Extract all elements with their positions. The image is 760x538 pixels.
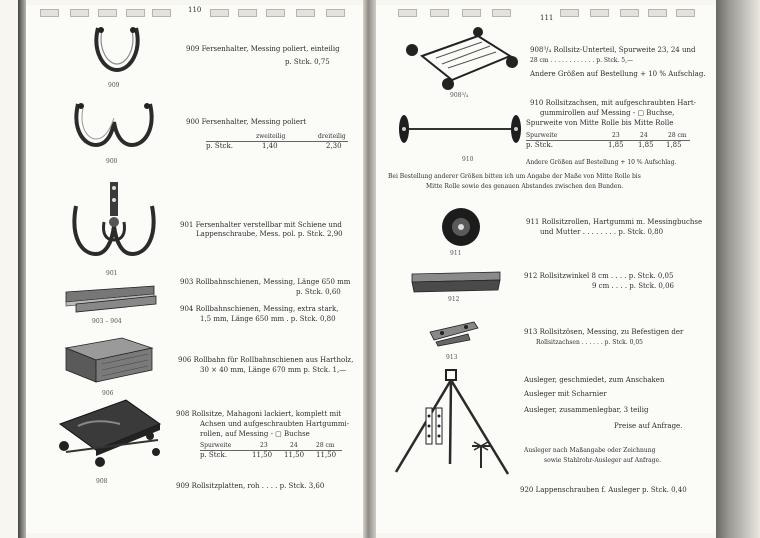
item-901-line1: 901 Fersenhalter verstellbar mit Schiene und: [180, 221, 342, 229]
item-913-line2: Rollsitzachsen . . . . . . p. Stck. 0,05: [536, 339, 643, 346]
item-910-row-label: p. Stck.: [526, 141, 553, 149]
left-binding-edge: [18, 0, 26, 538]
thumb-tab: [398, 9, 417, 17]
caption-901: 901: [106, 270, 118, 277]
right-page-edge: [716, 0, 760, 538]
item-909-price: p. Stck. 0,75: [285, 58, 330, 66]
thumb-tab: [430, 9, 449, 17]
item-912-line1: 912 Rollsitzwinkel 8 cm . . . . p. Stck. 0,05: [524, 272, 674, 280]
item-912-line2: 9 cm . . . . p. Stck. 0,06: [592, 282, 675, 290]
thumb-tab: [210, 9, 229, 17]
item-910-head-1: 23: [612, 132, 620, 139]
item-906-line1: 906 Rollbahn für Rollbahnschienen aus Hartholz,: [178, 356, 354, 364]
caption-900: 900: [106, 158, 118, 165]
ausleger-line1: Ausleger, geschmiedet, zum Anschaken: [524, 376, 665, 384]
item-9083-line3: Andere Größen auf Bestellung + 10 % Aufschlag.: [530, 70, 706, 78]
item-910-price-2: 1,85: [638, 141, 654, 149]
item-9083-line2: 28 cm . . . . . . . . . . . . p. Stck. 5,—: [530, 57, 633, 64]
thumb-tab: [560, 9, 579, 17]
wooden-rollbahn-illustration: [62, 334, 154, 384]
item-906-line2: 30 × 40 mm, Länge 670 mm p. Stck. 1,—: [200, 366, 347, 374]
item-910-line3: Spurweite von Mitte Rolle bis Mitte Rolle: [526, 119, 674, 127]
item-908-line2: Achsen und aufgeschraubten Hartgummi-: [200, 420, 350, 428]
rollsitz-unterteil-illustration: [402, 26, 518, 90]
item-910-line2: gummirollen auf Messing - ▢ Buchse,: [540, 109, 675, 117]
item-908-row-label: p. Stck.: [200, 451, 227, 459]
thumb-tab: [648, 9, 667, 17]
caption-911: 911: [450, 250, 462, 257]
item-908-line3: rollen, auf Messing - ▢ Buchse: [200, 430, 310, 438]
item-9083-line1: 908³/₄ Rollsitz-Unterteil, Spurweite 23, 24 und: [530, 46, 696, 54]
item-903-line2: p. Stck. 0,60: [296, 288, 341, 296]
item-901-line2: Lappenschraube, Mess. pol. p. Stck. 2,90: [196, 230, 343, 238]
ausleger-line2: Ausleger mit Scharnier: [524, 390, 607, 398]
thumb-tab: [98, 9, 117, 17]
item-910-note: Andere Größen auf Bestellung + 10 % Aufschlag.: [526, 159, 677, 166]
thumb-tab: [462, 9, 481, 17]
item-910-price-3: 1,85: [666, 141, 682, 149]
page-number-left: 110: [188, 6, 202, 14]
thumb-tab: [676, 9, 695, 17]
thumb-tab: [620, 9, 639, 17]
item-909-text: 909 Fersenhalter, Messing poliert, einteilig: [186, 45, 340, 53]
item-900-col-b: dreiteilig: [318, 133, 346, 140]
ausleger-line4: Preise auf Anfrage.: [614, 422, 683, 430]
caption-910: 910: [462, 156, 474, 163]
center-gutter: [363, 0, 376, 538]
item-911-line2: und Mutter . . . . . . . . p. Stck. 0,80: [540, 228, 664, 236]
item-908-line1: 908 Rollsitze, Mahagoni lackiert, komplett mit: [176, 410, 342, 418]
item-910-line1: 910 Rollsitzachsen, mit aufgeschraubten Hart-: [530, 99, 697, 107]
caption-903-904: 903 – 904: [92, 318, 122, 325]
ausleger-line6: sowie Stahlrohr-Ausleger auf Anfrage.: [544, 457, 661, 464]
item-900-text: 900 Fersenhalter, Messing poliert: [186, 118, 307, 126]
item-910-head-label: Spurweite: [526, 132, 558, 139]
item-913-line1: 913 Rollsitzösen, Messing, zu Befestigen der: [524, 328, 684, 336]
item-900-col-a: zweiteilig: [256, 133, 286, 140]
ausleger-rigger-illustration: [392, 368, 512, 480]
rollsitzachse-illustration: [394, 112, 526, 148]
rollsitz-seat-illustration: [50, 394, 166, 470]
thumb-tab: [70, 9, 89, 17]
caption-912: 912: [448, 296, 460, 303]
thumb-tab: [152, 9, 171, 17]
item-903-line1: 903 Rollbahnschienen, Messing, Länge 650 mm: [180, 278, 351, 286]
item-908-head-2: 24: [290, 442, 298, 449]
item-908-price-1: 11,50: [252, 451, 273, 459]
thumb-tab: [590, 9, 609, 17]
item-908-price-3: 11,50: [316, 451, 337, 459]
item-910-price-1: 1,85: [608, 141, 624, 149]
ausleger-line5: Ausleger nach Maßangabe oder Zeichnung: [524, 447, 656, 454]
item-908-head-label: Spurweite: [200, 442, 232, 449]
item-900-price-b: 2,30: [326, 142, 342, 150]
item-909b-text: 909 Rollsitzplatten, roh . . . . p. Stck. 3,60: [176, 482, 325, 490]
thumb-tab: [266, 9, 285, 17]
order-note-line1: Bei Bestellung anderer Größen bitten ich um Angabe der Maße von Mitte Rolle bis: [388, 173, 641, 180]
item-911-line1: 911 Rollsitzrollen, Hartgummi m. Messingbuchse: [526, 218, 703, 226]
page-number-right: 111: [540, 14, 554, 22]
caption-908: 908: [96, 478, 108, 485]
rollsitzwinkel-illustration: [410, 268, 502, 294]
item-900-price-a: 1,40: [262, 142, 278, 150]
caption-9083: 908³/₄: [450, 92, 469, 99]
thumb-tab: [238, 9, 257, 17]
item-910-head-2: 24: [640, 132, 648, 139]
ausleger-line3: Ausleger, zusammenlegbar, 3 teilig: [524, 406, 649, 414]
item-908-price-2: 11,50: [284, 451, 305, 459]
item-908-head-3: 28 cm: [316, 442, 335, 449]
rollsitzoesen-illustration: [428, 318, 480, 348]
heel-holder-901-illustration: [72, 182, 158, 262]
item-920-text: 920 Lappenschrauben f. Ausleger p. Stck. 0,40: [520, 486, 687, 494]
caption-906: 906: [102, 390, 114, 397]
item-904-line2: 1,5 mm, Länge 650 mm . p. Stck. 0,80: [200, 315, 336, 323]
thumb-tab: [40, 9, 59, 17]
thumb-tab: [326, 9, 345, 17]
heel-holder-909-illustration: [92, 22, 142, 77]
item-900-row-label: p. Stck.: [206, 142, 233, 150]
order-note-line2: Mitte Rolle sowie des genauen Abstandes zwischen den Bunden.: [426, 183, 624, 190]
thumb-tab: [296, 9, 315, 17]
thumb-tab: [126, 9, 145, 17]
caption-909: 909: [108, 82, 120, 89]
item-908-head-1: 23: [260, 442, 268, 449]
rollsitzrolle-illustration: [440, 206, 482, 248]
rollbahn-rails-illustration: [62, 282, 158, 316]
caption-913: 913: [446, 354, 458, 361]
thumb-tab: [492, 9, 511, 17]
heel-holder-900-illustration: [74, 100, 154, 160]
item-904-line1: 904 Rollbahnschienen, Messing, extra stark,: [180, 305, 339, 313]
item-910-head-3: 28 cm: [668, 132, 687, 139]
